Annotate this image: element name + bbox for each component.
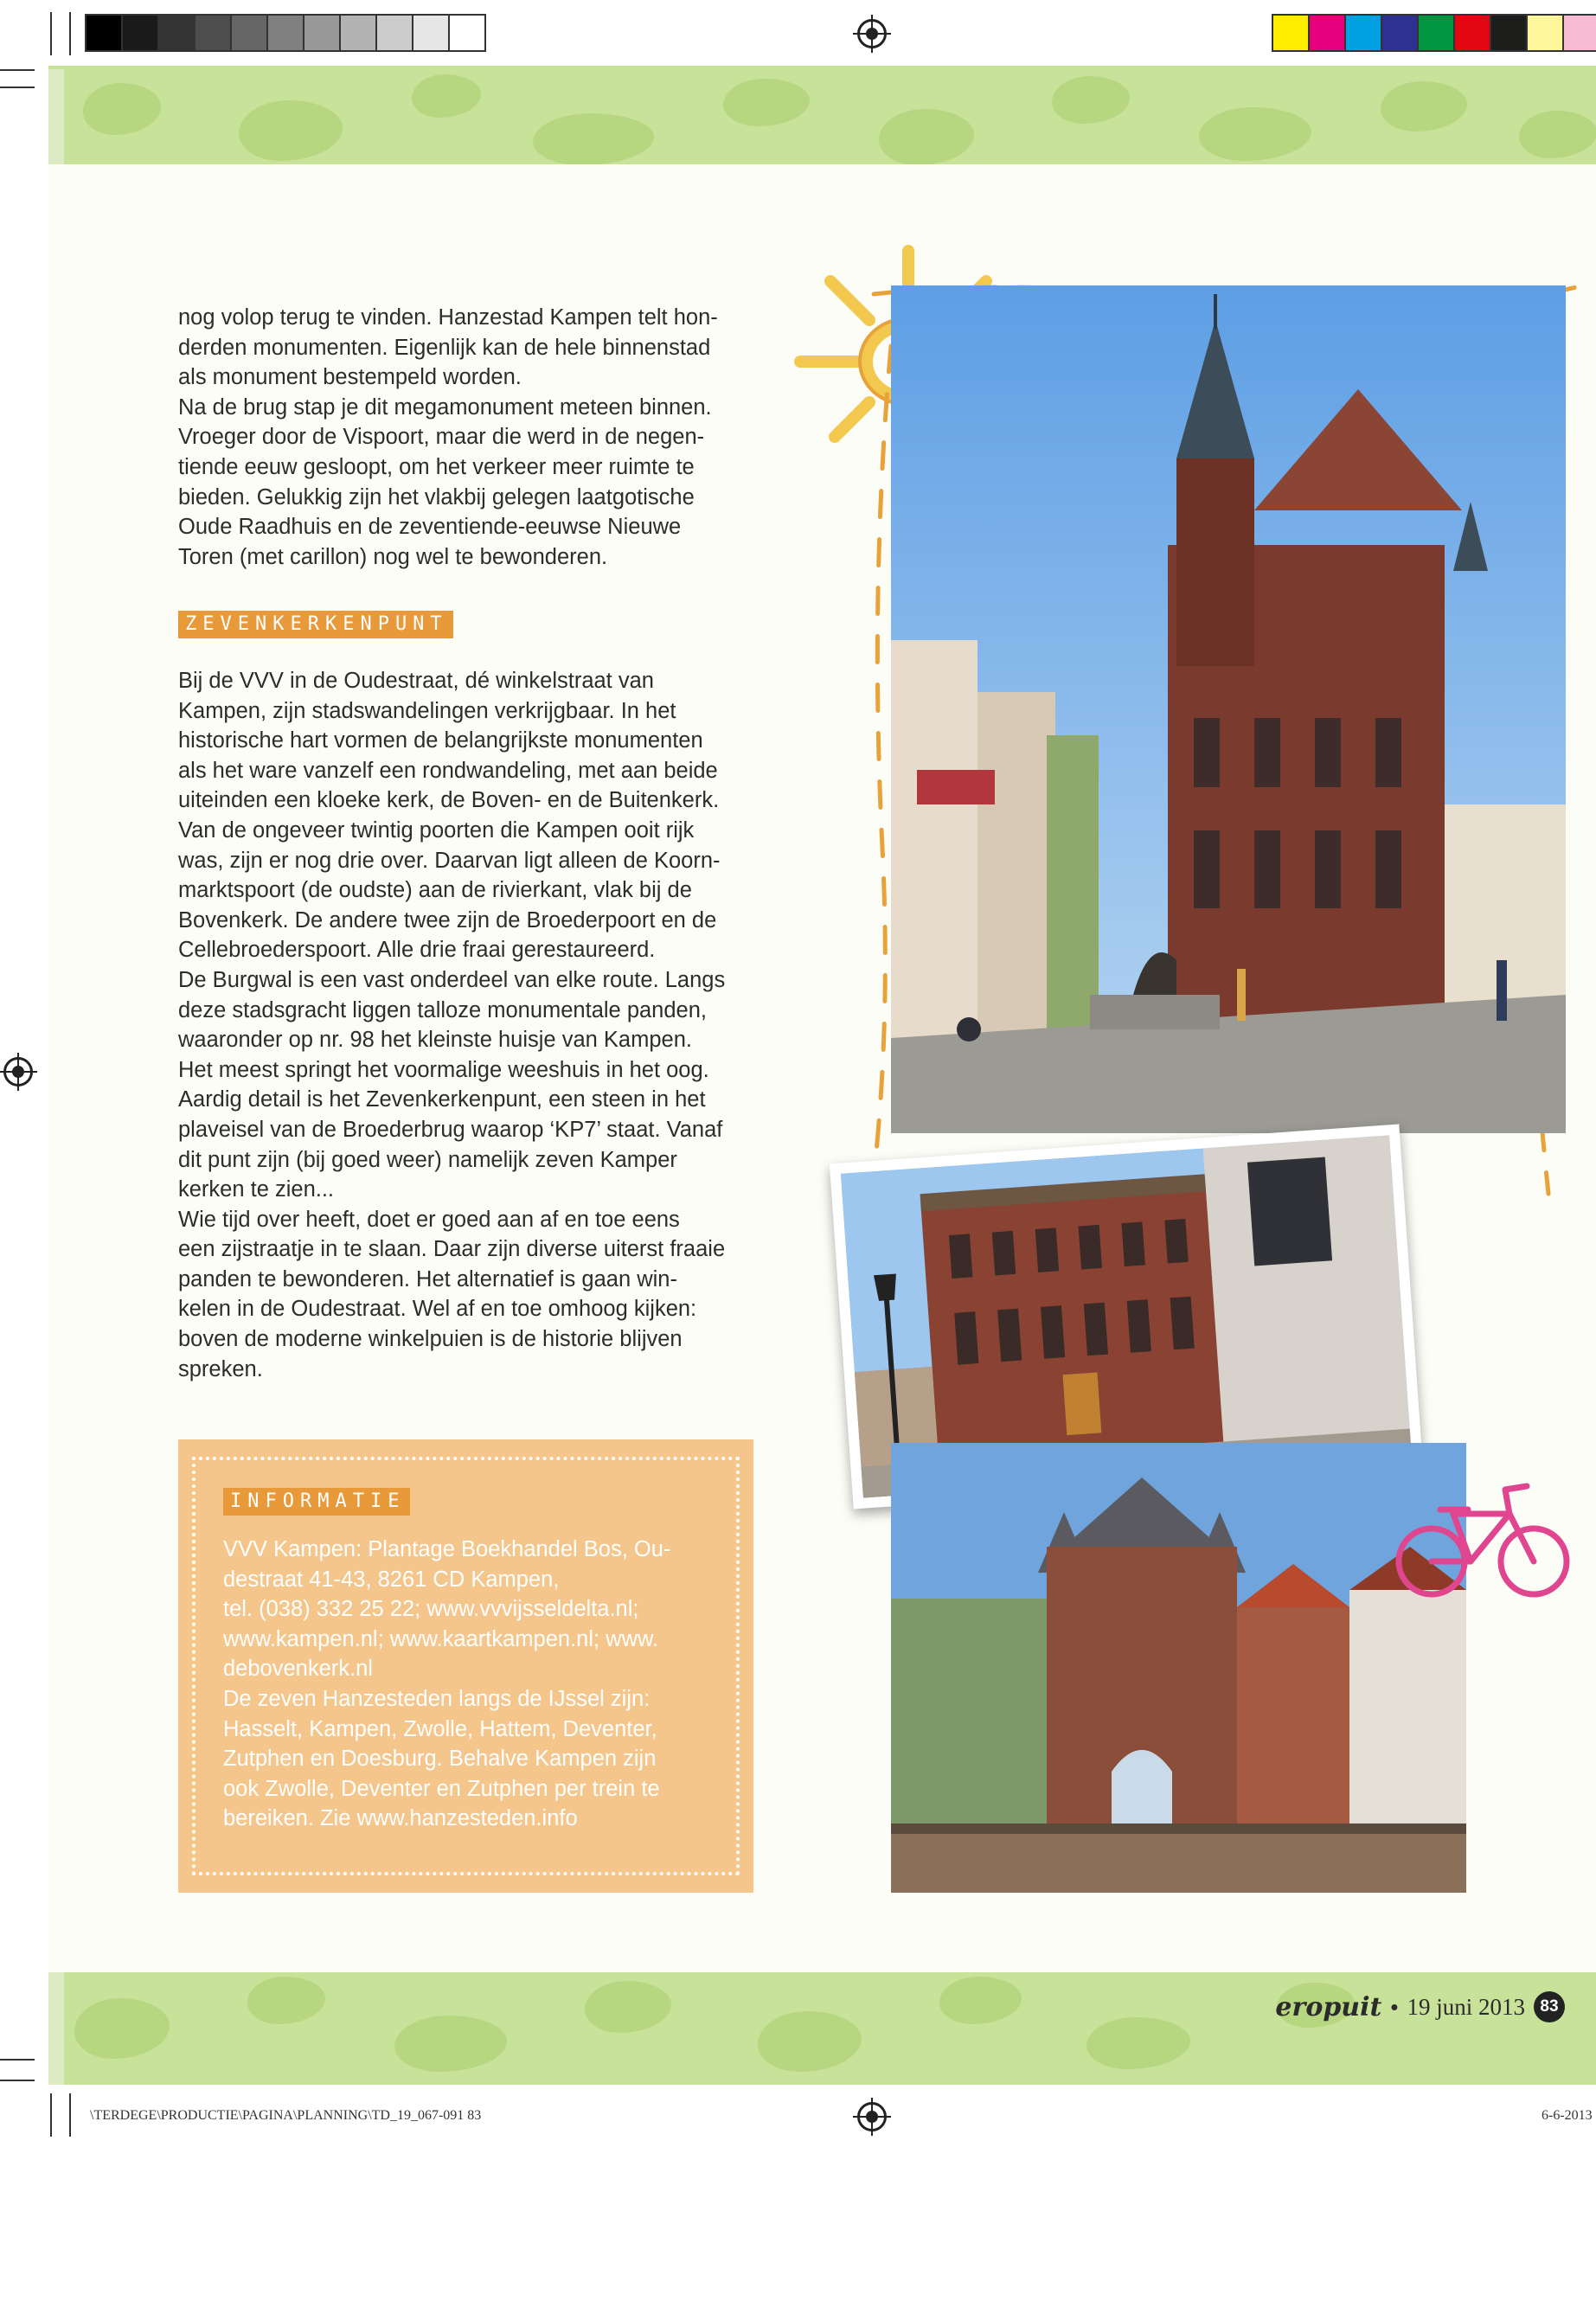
crop-mark [50,12,52,55]
article-body-top [178,303,749,572]
article-paragraph: nog volop terug te vinden. Hanzestad Kampen telt hon- derden monumenten. Eigenlijk kan de hele binnenstad als monument bestempeld worden. Na de brug stap je dit megamonument meteen binnen. Vroeger door de Vispoort, maar die werd in de negen- tiende eeuw gesloopt, om het verkeer meer ruimte te bieden. Gelukkig zijn het vlakbij gelegen laatgotische Oude Raadhuis en de zeventiende-eeuwse Nieuwe Toren (met carillon) nog wel te bewonderen. [178,305,718,569]
section-heading-zevenkerkenpunt: ZEVENKERKENPUNT [178,611,453,638]
calibration-swatch [339,14,377,52]
article-body-main [178,666,749,1384]
calibration-swatch [303,14,341,52]
print-slug-date: 6-6-2013 [1542,2108,1593,2123]
calibration-swatch [121,14,159,52]
calibration-swatch [230,14,268,52]
page-number: 83 [1534,1991,1565,2022]
photo-stadspoort [891,1443,1466,1893]
calibration-swatch [448,14,486,52]
calibration-swatch [1272,14,1310,52]
magazine-brand: eropuit [1275,1991,1382,2022]
crop-mark [69,12,71,55]
info-box [178,1439,753,1893]
color-calibration-bar [1272,14,1596,52]
registration-mark-icon [857,2102,887,2131]
calibration-swatch [1453,14,1491,52]
crop-mark [0,2059,35,2061]
crop-mark [0,87,35,88]
footer-separator: • [1390,1993,1399,2020]
gray-calibration-bar [85,14,484,52]
top-decorative-band [48,66,1596,170]
registration-mark-icon [857,19,887,48]
calibration-swatch [266,14,304,52]
calibration-swatch [412,14,450,52]
bottom-decorative-band [48,1964,1596,2085]
photo-oude-raadhuis [891,285,1566,1133]
article-paragraph: Bij de VVV in de Oudestraat, dé winkelstraat van Kampen, zijn stadswandelingen verkrijgbaar. In het historische hart vormen de belangrijkste monumenten als het ware vanzelf een rondwandeling, met aan beide uiteinden een kloeke kerk, de Boven- en de Buitenkerk. Van de ongeveer twintig poorten die Kampen ooit rijk was, zijn er nog drie over. Daarvan ligt alleen de Koorn- marktspoort (de oudste) aan de rivierkant, vlak bij de Bovenkerk. De andere twee zijn de Broederpoort en de Cellebroederspoort. Alle drie fraai gerestaureerd. De Burgwal is een vast onderdeel van elke route. Langs deze stadsgracht liggen talloze monumentale panden, waaronder op nr. 98 het kleinste huisje van Kampen. Het meest springt het voormalige weeshuis in het oog. Aardig detail is het Zevenkerkenpunt, een steen in het plaveisel van de Broederbrug waarop ‘KP7’ staat. Vanaf dit punt zijn (bij goed weer) namelijk zeven Kamper kerken te zien... Wie tijd over heeft, doet er goed aan af en toe eens een zijstraatje in te slaan. Daar zijn diverse uiterst fraaie panden te bewonderen. Het alternatief is gaan win- kelen in de Oudestraat. Wel af en toe omhoog kijken: boven de moderne winkelpuien is de historie blijven spreken. [178,669,726,1381]
calibration-swatch [1526,14,1564,52]
bicycle-doodle-icon [1388,1471,1579,1609]
calibration-swatch [1381,14,1419,52]
issue-date: 19 juni 2013 [1407,1993,1525,2020]
calibration-swatch [85,14,123,52]
calibration-swatch [1490,14,1528,52]
registration-mark-icon [3,1057,33,1086]
info-box-text: VVV Kampen: Plantage Boekhandel Bos, Ou- destraat 41-43, 8261 CD Kampen, tel. (038) 332 25 22; www.vvvijsseldelta.nl; www.kampen.nl; www.kaartkampen.nl; www. debovenkerk.nl De zeven Hanzesteden langs de IJssel zijn: Hasselt, Kampen, Zwolle, Hattem, Deventer, Zutphen en Doesburg. Behalve Kampen zijn ook Zwolle, Deventer en Zutphen per trein te bereiken. Zie www.hanzesteden.info [223,1537,671,1831]
calibration-swatch [375,14,413,52]
page-footer [1275,1991,1565,2022]
crop-mark [0,2080,35,2081]
print-slug-path: \TERDEGE\PRODUCTIE\PAGINA\PLANNING\TD_19_067-091 83 [90,2108,482,2123]
calibration-swatch [157,14,195,52]
crop-mark [69,2093,71,2137]
calibration-swatch [1344,14,1382,52]
calibration-swatch [1308,14,1346,52]
info-box-heading: INFORMATIE [223,1488,410,1516]
calibration-swatch [194,14,232,52]
calibration-swatch [1562,14,1596,52]
calibration-swatch [1417,14,1455,52]
crop-mark [0,69,35,71]
crop-mark [50,2093,52,2137]
